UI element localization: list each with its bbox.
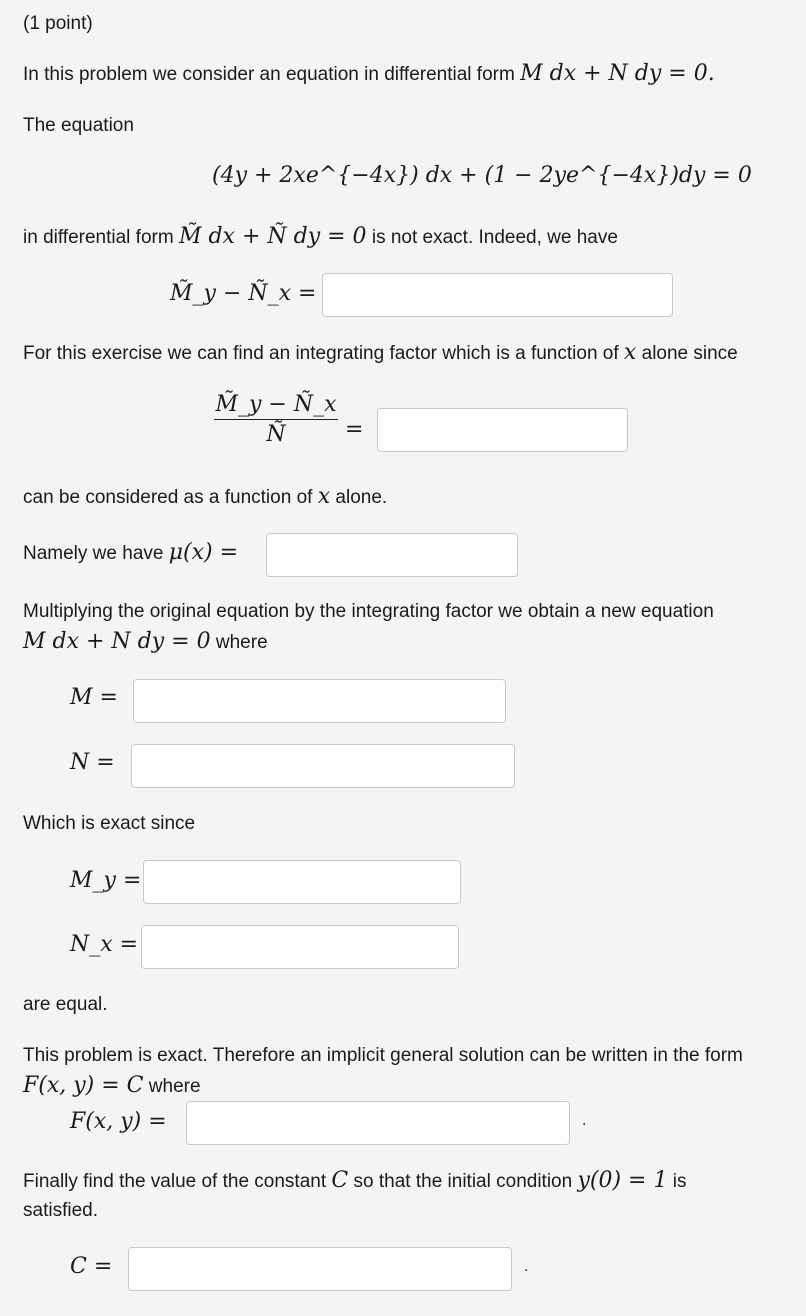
N-label: N = (70, 750, 115, 775)
differential-form-text: in differential form M̃ dx + Ñ dy = 0 is not exact. Indeed, we have (23, 224, 618, 249)
N-input[interactable] (131, 744, 515, 788)
C-input[interactable] (128, 1247, 512, 1291)
function-of-x-text: can be considered as a function of x alone. (23, 484, 388, 509)
My-label: M_y = (70, 868, 142, 893)
mu-text: Namely we have μ(x) = (23, 540, 239, 565)
F-period: . (582, 1112, 587, 1129)
Nx-label: N_x = (70, 932, 139, 957)
ratio-equals: = (345, 417, 364, 442)
F-label: F(x, y) = (70, 1109, 167, 1134)
Nx-input[interactable] (141, 925, 459, 969)
ratio-denominator: Ñ (266, 422, 286, 447)
my-minus-nx-label: M̃_y − Ñ_x = (170, 281, 317, 306)
F-input[interactable] (186, 1101, 570, 1145)
M-label: M = (70, 685, 118, 710)
mu-input[interactable] (266, 533, 518, 577)
intro-math: M dx + N dy = 0. (520, 61, 715, 86)
differential-form-math: M̃ dx + Ñ dy = 0 (178, 224, 367, 249)
are-equal-text: are equal. (23, 994, 108, 1015)
equation-label: The equation (23, 115, 134, 136)
M-input[interactable] (133, 679, 506, 723)
fraction-bar (214, 419, 338, 420)
C-label: C = (70, 1254, 113, 1279)
implicit-text-line2: F(x, y) = C where (23, 1073, 201, 1098)
ratio-input[interactable] (377, 408, 628, 452)
multiply-text-line1: Multiplying the original equation by the integrating factor we obtain a new equation (23, 601, 714, 622)
my-minus-nx-input[interactable] (322, 273, 673, 317)
initial-text-line2: satisfied. (23, 1200, 98, 1221)
main-equation: (4y + 2xe^{−4x}) dx + (1 − 2ye^{−4x})dy = 0 (212, 163, 752, 188)
integrating-factor-text: For this exercise we can find an integrating factor which is a function of x alone since (23, 341, 738, 365)
initial-text-line1: Finally find the value of the constant C so that the initial condition y(0) = 1 is (23, 1168, 687, 1193)
implicit-text-line1: This problem is exact. Therefore an implicit general solution can be written in the form (23, 1045, 743, 1066)
mu-math: μ(x) = (168, 540, 239, 565)
exact-since-text: Which is exact since (23, 813, 196, 834)
My-input[interactable] (143, 860, 461, 904)
points-label: (1 point) (23, 13, 93, 34)
ratio-fraction (214, 392, 338, 447)
C-period: . (524, 1258, 529, 1275)
intro-text: In this problem we consider an equation in differential form M dx + N dy = 0. (23, 61, 715, 86)
ratio-numerator: M̃_y − Ñ_x (215, 392, 337, 417)
multiply-text-line2: M dx + N dy = 0 where (23, 629, 268, 654)
